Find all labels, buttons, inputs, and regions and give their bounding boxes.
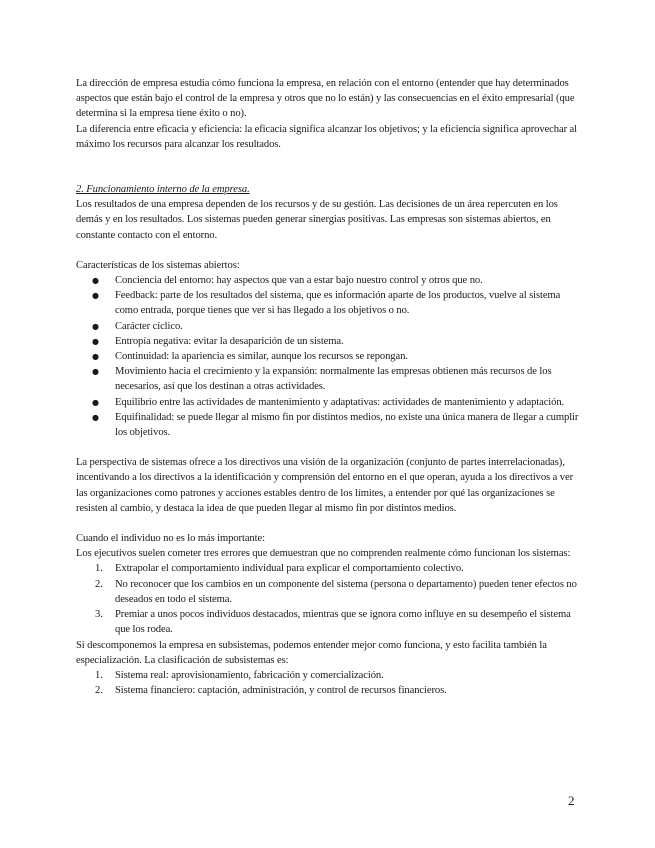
subsystems-list — [76, 668, 582, 698]
list-item — [76, 683, 582, 698]
list-item: ● Movimiento hacia el crecimiento y la expansión: normalmente las empresas obtienen más recursos de los necesarios, así que los destinan a otras actividades. — [76, 364, 582, 394]
list-number: 1. — [95, 669, 103, 681]
page-body — [76, 76, 582, 698]
list-text: Sistema financiero: captación, administración, y control de recursos financieros. — [115, 685, 447, 697]
perspective-paragraph: La perspectiva de sistemas ofrece a los directivos una visión de la organización (conjunto de partes interrelacionadas), incentivando a los directivos a la identificación y comprensión del entorno en el que operan, ayuda a los directivos a ver las organizaciones como patrones y acciones estables dentro de los límites, a entender por qué las organizaciones se resisten al cambio, y destaca la idea de que pueden llegar al mismo fin por distintos medios. — [76, 457, 574, 514]
errors-intro: Los ejecutivos suelen cometer tres errores que demuestran que no comprenden realmente cómo funcionan los sistemas: — [76, 548, 571, 560]
list-text: No reconocer que los cambios en un componente del sistema (persona o departamento) pueden tener efectos no deseados en todo el sistema. — [115, 578, 577, 605]
list-item: ● Carácter cíclico. — [76, 319, 582, 334]
list-number: 2. — [95, 578, 103, 590]
section-heading: 2. Funcionamiento interno de la empresa. — [76, 184, 250, 196]
spacer — [76, 152, 582, 182]
list-item — [76, 607, 582, 637]
characteristics-list — [76, 273, 582, 440]
spacer — [76, 440, 582, 455]
list-item — [76, 561, 582, 576]
list-text: Sistema real: aprovisionamiento, fabricación y comercialización. — [115, 669, 384, 681]
subsystems-intro: Si descomponemos la empresa en subsistemas, podemos entender mejor como funciona, y esto facilita también la especialización. La clasificación de subsistemas es: — [76, 639, 547, 666]
individual-title: Cuando el individuo no es lo más importante: — [76, 533, 265, 545]
characteristics-title: Características de los sistemas abiertos: — [76, 259, 240, 271]
list-item: ● Feedback: parte de los resultados del sistema, que es información aparte de los productos, vuelve al sistema como entrada, porque tienes que ver si has llegado a los objetivos o no. — [76, 288, 582, 318]
list-item: ● Continuidad: la apariencia es similar, aunque los recursos se repongan. — [76, 349, 582, 364]
results-paragraph: Los resultados de una empresa dependen de los recursos y de su gestión. Las decisiones de un área repercuten en los demás y en los resultados. Los sistemas pueden generar sinergias positivas. Las empresas son sistemas abiertos, en constante contacto con el entorno. — [76, 199, 558, 241]
list-item: ● Conciencia del entorno: hay aspectos que van a estar bajo nuestro control y otros que no. — [76, 273, 582, 288]
list-item: ● Equilibrio entre las actividades de mantenimiento y adaptativas: actividades de mantenimiento y adaptación. — [76, 395, 582, 410]
efficacy-paragraph: La diferencia entre eficacia y eficiencia: la eficacia significa alcanzar los objetivos; y la eficiencia significa aprovechar al máximo los recursos para alcanzar los resultados. — [76, 123, 577, 150]
list-text: Extrapolar el comportamiento individual para explicar el comportamiento colectivo. — [115, 563, 464, 575]
list-number: 1. — [95, 563, 103, 575]
list-number: 3. — [95, 609, 103, 621]
spacer — [76, 243, 582, 258]
page-number: 2 — [568, 793, 575, 808]
list-item: ● Entropía negativa: evitar la desaparición de un sistema. — [76, 334, 582, 349]
list-item — [76, 668, 582, 683]
spacer — [76, 516, 582, 531]
list-text: Premiar a unos pocos individuos destacados, mientras que se ignora como influye en su desempeño el sistema que los rodea. — [115, 609, 571, 636]
intro-paragraph: La dirección de empresa estudia cómo funciona la empresa, en relación con el entorno (entender que hay determinados aspectos que están bajo el control de la empresa y otros que no lo están) y las consecuencias en el éxito empresarial (que determina si la empresa tiene éxito o no). — [76, 78, 575, 120]
errors-list — [76, 561, 582, 637]
list-item — [76, 577, 582, 607]
list-number: 2. — [95, 685, 103, 697]
list-item: ● Equifinalidad: se puede llegar al mismo fin por distintos medios, no existe una única manera de llegar a cumplir los objetivos. — [76, 410, 582, 440]
